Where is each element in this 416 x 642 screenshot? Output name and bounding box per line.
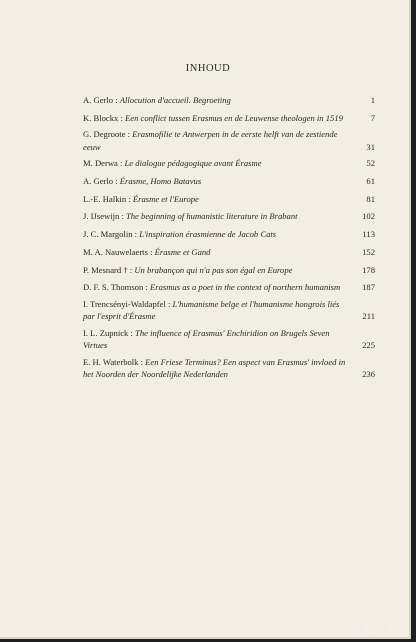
toc-entry [83,228,375,240]
toc-author: J. IJsewijn [83,211,120,222]
toc-author: P. Mesnard † [83,264,128,275]
toc-entry-text [83,327,375,351]
toc-separator: : [125,129,133,140]
toc-page-number: 7 [370,112,375,123]
toc-title: The beginning of humanistic literature in Brabant [125,211,298,222]
toc-entry [83,210,375,222]
toc-title: Un brabançon qui n'a pas son égal en Europe [134,264,293,275]
toc-entry [83,298,375,322]
toc-title: Een Friese Terminus? Een aspect van Erasmus' invloed in het Noorden der Noordelijke Nederlanden [83,356,346,379]
toc-author: K. Blockx [83,112,119,123]
toc-entry-text [83,281,375,293]
toc-author: M. Derwa [83,158,118,169]
toc-title: L'inspiration érasmienne de Jacob Cats [139,229,277,240]
toc-entry-text [83,128,375,152]
toc-separator: : [117,158,125,169]
toc-page-number: 102 [362,211,375,222]
toc-entry-text [83,193,375,205]
toc-page-number: 61 [366,176,375,187]
toc-separator: : [118,112,126,123]
toc-author: A. Gerlo [83,95,114,105]
toc-entry [83,281,375,293]
toc-page-number: 211 [362,311,375,322]
toc-page-number: 113 [362,229,375,240]
toc-author: G. Degroote [83,129,126,140]
toc-page-number: 81 [366,193,375,204]
toc-separator: : [165,298,173,309]
toc-separator: : [127,264,135,275]
toc-author: D. F. S. Thomson [83,282,144,293]
toc-entry-text [83,157,375,169]
toc-title: Érasme, Homo Batavus [119,176,202,187]
toc-author: E. H. Waterbolk [83,356,139,367]
toc-author: J. C. Margolin [83,229,133,240]
toc-author: I. Trencsényi-Waldapfel [83,298,166,309]
toc-title: Allocution d'accueil. Begroeting [119,95,231,105]
toc-entry-text [83,264,375,276]
toc-page-number: 178 [362,264,375,275]
toc-entry-text [83,228,375,240]
toc-entry [83,175,375,187]
toc-entry-text [83,246,375,258]
toc-entry [83,128,375,152]
toc-separator: : [138,356,146,367]
toc-author: I. L. Zupnick [83,327,129,338]
toc-separator: : [147,246,155,257]
toc-separator: : [143,282,150,293]
toc-author: M. A. Nauwelaerts [83,246,148,257]
toc-page-number: 187 [362,282,375,293]
toc-title: Le dialogue pédagogique avant Érasme [124,158,262,169]
toc-entry [83,356,375,380]
toc-entry [83,246,375,258]
toc-entry [83,112,375,124]
toc-author: L.-E. Halkin [83,193,127,204]
toc-title: L'humanisme belge et l'humanisme hongrois liés par l'esprit d'Érasme [83,298,340,322]
page-title: INHOUD [185,63,231,74]
toc-title: Erasmus as a poet in the context of northern humanism [149,282,341,293]
toc-entry [83,327,375,351]
toc-separator: : [126,193,133,204]
toc-page-number: 1 [370,95,375,105]
toc-page-number: 236 [362,368,375,379]
toc-page-number: 152 [362,246,375,257]
toc-separator: : [132,229,140,240]
toc-separator: : [113,95,120,105]
toc-separator: : [113,176,120,187]
toc-entry [83,264,375,276]
toc-entry [83,193,375,205]
toc-separator: : [128,327,136,338]
toc-entry-text [83,94,375,106]
table-of-contents [83,94,375,380]
toc-title: Erasmofilie te Antwerpen in de eerste helft van de zestiende eeuw [83,129,338,152]
toc-entry-text [83,298,375,322]
toc-entry-text [83,210,375,222]
toc-page-number: 225 [362,340,375,351]
toc-page-number: 52 [366,158,375,169]
toc-title: Érasme et l'Europe [132,193,199,204]
toc-separator: : [119,211,126,222]
toc-entry [83,94,375,106]
watermark: E.T. [363,620,408,638]
toc-page-number: 31 [366,141,375,152]
toc-title: Érasme et Gand [154,246,211,257]
toc-entry-text [83,112,375,124]
toc-entry-text [83,356,375,380]
toc-title: The influence of Erasmus' Enchiridion on Brugels Seven Virtues [83,327,330,351]
toc-entry-text [83,175,375,187]
toc-entry [83,157,375,169]
toc-author: A. Gerlo [83,176,114,187]
toc-title: Een conflict tussen Erasmus en de Leuwense theologen in 1519 [125,112,343,123]
